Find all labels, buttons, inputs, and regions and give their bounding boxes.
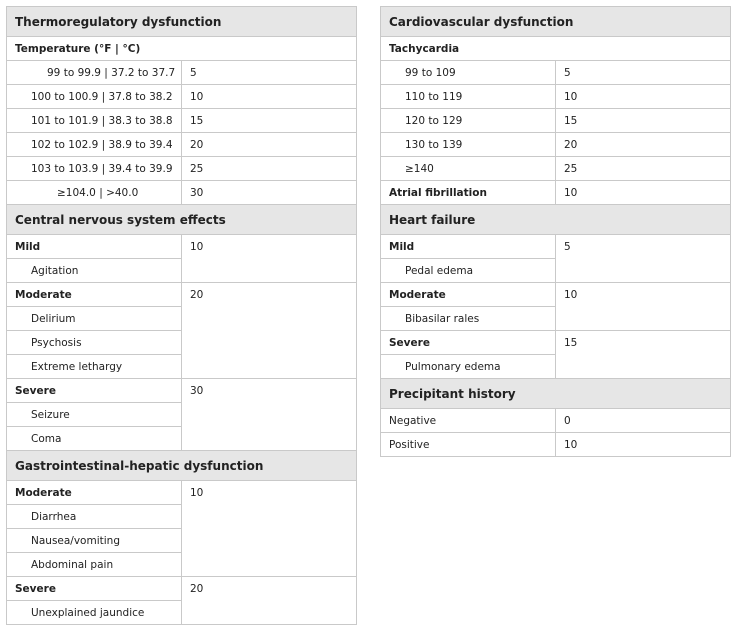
row-label: Pulmonary edema xyxy=(381,355,556,379)
row-label: Coma xyxy=(7,427,182,451)
section-header-row xyxy=(7,7,357,37)
row-value: 20 xyxy=(556,133,731,157)
section-title-cardiovascular: Cardiovascular dysfunction xyxy=(381,7,731,37)
table-row xyxy=(7,181,357,205)
group-row xyxy=(381,283,731,307)
section-header-row xyxy=(7,451,357,481)
row-label: Unexplained jaundice xyxy=(7,601,182,625)
row-label: Seizure xyxy=(7,403,182,427)
row-label: 101 to 101.9 | 38.3 to 38.8 xyxy=(7,109,182,133)
row-label: Abdominal pain xyxy=(7,553,182,577)
group-row xyxy=(7,235,357,259)
group-value: 30 xyxy=(182,379,357,451)
group-row xyxy=(7,577,357,601)
row-label: Bibasilar rales xyxy=(381,307,556,331)
right-scoring-table xyxy=(380,6,731,457)
table-row xyxy=(7,85,357,109)
table-row xyxy=(7,109,357,133)
section-title-thermoregulatory: Thermoregulatory dysfunction xyxy=(7,7,357,37)
section-header-row xyxy=(381,379,731,409)
group-row xyxy=(381,235,731,259)
table-row xyxy=(381,61,731,85)
row-label: 99 to 109 xyxy=(381,61,556,85)
row-value: 30 xyxy=(182,181,357,205)
row-value: 15 xyxy=(182,109,357,133)
row-value: 25 xyxy=(556,157,731,181)
group-row xyxy=(381,181,731,205)
row-value: 0 xyxy=(556,409,731,433)
group-row xyxy=(7,37,357,61)
group-row xyxy=(381,331,731,355)
section-header-row xyxy=(7,205,357,235)
table-row xyxy=(381,157,731,181)
row-label: Negative xyxy=(381,409,556,433)
left-scoring-table xyxy=(6,6,357,625)
row-label: 130 to 139 xyxy=(381,133,556,157)
group-value: 10 xyxy=(182,481,357,577)
row-label: Diarrhea xyxy=(7,505,182,529)
row-value: 10 xyxy=(182,85,357,109)
row-label: Pedal edema xyxy=(381,259,556,283)
group-value: 15 xyxy=(556,331,731,379)
group-title-severe: Severe xyxy=(381,331,556,355)
row-label: 120 to 129 xyxy=(381,109,556,133)
section-title-cns: Central nervous system effects xyxy=(7,205,357,235)
row-value: 20 xyxy=(182,133,357,157)
group-title-tachycardia: Tachycardia xyxy=(381,37,731,61)
table-row xyxy=(7,157,357,181)
row-label: 102 to 102.9 | 38.9 to 39.4 xyxy=(7,133,182,157)
group-value: 10 xyxy=(182,235,357,283)
group-title-atrial-fibrillation: Atrial fibrillation xyxy=(381,181,556,205)
section-title-heart-failure: Heart failure xyxy=(381,205,731,235)
row-label: 110 to 119 xyxy=(381,85,556,109)
row-label: Psychosis xyxy=(7,331,182,355)
left-column xyxy=(6,6,357,625)
section-header-row xyxy=(381,7,731,37)
row-label: 103 to 103.9 | 39.4 to 39.9 xyxy=(7,157,182,181)
group-value: 5 xyxy=(556,235,731,283)
group-value: 10 xyxy=(556,283,731,331)
group-title-moderate: Moderate xyxy=(7,481,182,505)
group-row xyxy=(7,283,357,307)
row-label: Nausea/vomiting xyxy=(7,529,182,553)
row-label: ≥104.0 | >40.0 xyxy=(7,181,182,205)
group-title-moderate: Moderate xyxy=(7,283,182,307)
group-title-temperature: Temperature (°F | °C) xyxy=(7,37,357,61)
group-title-mild: Mild xyxy=(7,235,182,259)
group-title-severe: Severe xyxy=(7,577,182,601)
row-value: 5 xyxy=(556,61,731,85)
table-row xyxy=(7,133,357,157)
group-row xyxy=(7,481,357,505)
right-column xyxy=(380,6,731,457)
group-title-severe: Severe xyxy=(7,379,182,403)
table-row xyxy=(381,409,731,433)
row-label: Extreme lethargy xyxy=(7,355,182,379)
row-value: 25 xyxy=(182,157,357,181)
group-value: 20 xyxy=(182,283,357,379)
section-header-row xyxy=(381,205,731,235)
table-row xyxy=(381,109,731,133)
section-title-gi: Gastrointestinal-hepatic dysfunction xyxy=(7,451,357,481)
row-value: 10 xyxy=(556,181,731,205)
table-row xyxy=(381,85,731,109)
row-label: 99 to 99.9 | 37.2 to 37.7 xyxy=(7,61,182,85)
row-label: 100 to 100.9 | 37.8 to 38.2 xyxy=(7,85,182,109)
section-title-precipitant-history: Precipitant history xyxy=(381,379,731,409)
group-title-moderate: Moderate xyxy=(381,283,556,307)
group-value: 20 xyxy=(182,577,357,625)
group-title-mild: Mild xyxy=(381,235,556,259)
row-label: Agitation xyxy=(7,259,182,283)
row-value: 10 xyxy=(556,85,731,109)
table-row xyxy=(381,133,731,157)
row-value: 5 xyxy=(182,61,357,85)
row-value: 15 xyxy=(556,109,731,133)
row-label: ≥140 xyxy=(381,157,556,181)
group-row xyxy=(7,379,357,403)
table-row xyxy=(7,61,357,85)
row-label: Positive xyxy=(381,433,556,457)
table-row xyxy=(381,433,731,457)
row-label: Delirium xyxy=(7,307,182,331)
group-row xyxy=(381,37,731,61)
row-value: 10 xyxy=(556,433,731,457)
